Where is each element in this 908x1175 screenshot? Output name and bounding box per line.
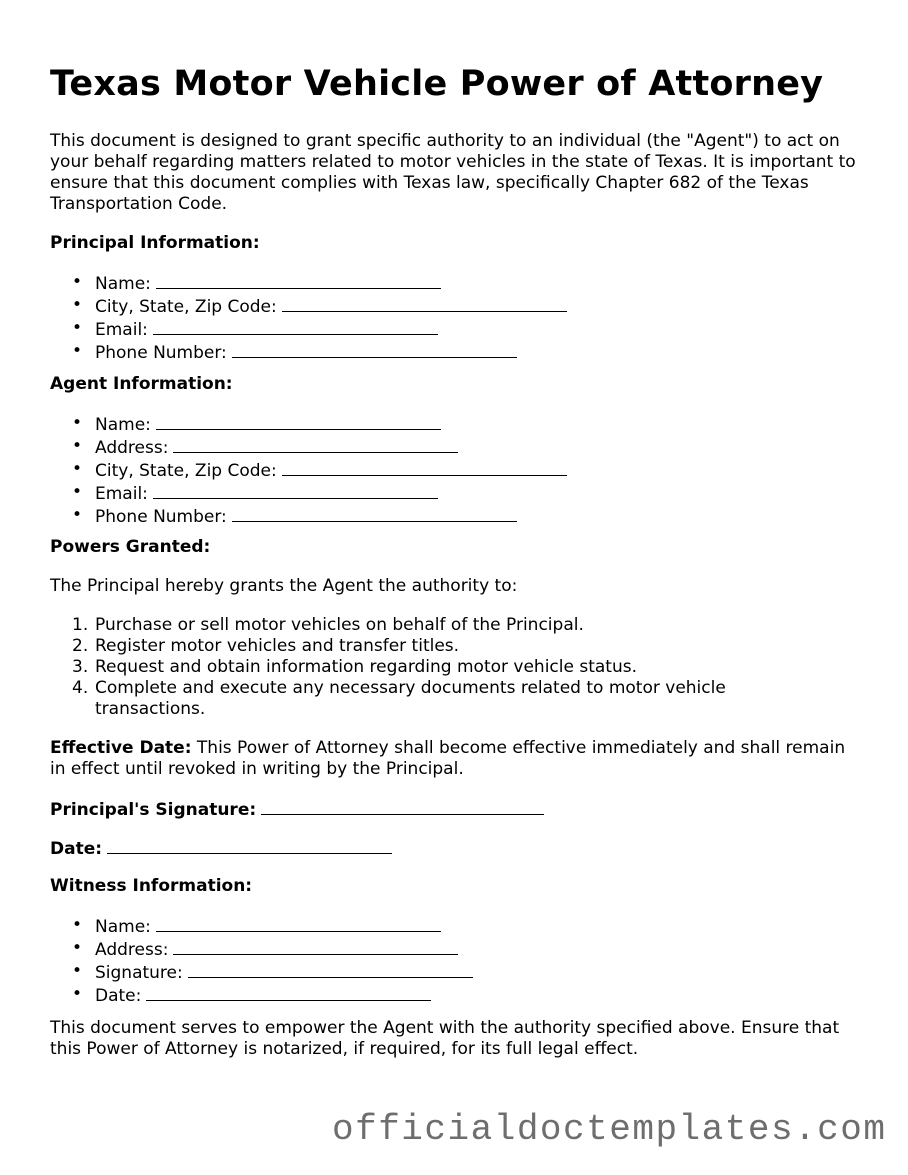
power-item: 2. Register motor vehicles and transfer titles. xyxy=(72,636,460,656)
agent-information-heading: Agent Information: xyxy=(50,374,233,394)
agent-phone-field xyxy=(50,505,567,528)
principal-city-state-zip-blank[interactable] xyxy=(282,295,567,312)
principal-name-field xyxy=(50,272,567,295)
powers-list xyxy=(50,615,726,720)
agent-fields-list xyxy=(50,413,567,528)
closing-paragraph: This document serves to empower the Agent with the authority specified above. Ensure that this Power of Attorney is notarized, if required, for its full legal effect. xyxy=(50,1018,840,1059)
agent-email-field xyxy=(50,482,567,505)
witness-information-heading: Witness Information: xyxy=(50,876,253,896)
witness-address-blank[interactable] xyxy=(173,938,458,955)
field-label: Phone Number: xyxy=(95,343,227,363)
power-item: 3. Request and obtain information regarding motor vehicle status. xyxy=(72,657,638,677)
principal-fields-list xyxy=(50,272,567,364)
intro-paragraph: This document is designed to grant specific authority to an individual (the "Agent") to act on your behalf regarding matters related to motor vehicles in the state of Texas. It is important to ensure that this document complies with Texas law, specifically Chapter 682 of the Texas Transportation Code. xyxy=(50,131,856,214)
agent-city-state-zip-blank[interactable] xyxy=(282,459,567,476)
principal-signature-blank[interactable] xyxy=(261,798,544,815)
witness-name-blank[interactable] xyxy=(156,915,441,932)
document-title: Texas Motor Vehicle Power of Attorney xyxy=(50,64,824,104)
agent-city-state-zip-field xyxy=(50,459,567,482)
field-label: Name: xyxy=(95,917,151,937)
effective-date-text: This Power of Attorney shall become effective immediately and shall remain in effect until revoked in writing by the Principal. xyxy=(50,738,846,779)
principal-name-blank[interactable] xyxy=(156,272,441,289)
field-label: Name: xyxy=(95,274,151,294)
field-label: Signature: xyxy=(95,963,183,983)
agent-name-field xyxy=(50,413,567,436)
field-label: Email: xyxy=(95,320,148,340)
field-label: Phone Number: xyxy=(95,507,227,527)
effective-date-paragraph xyxy=(50,738,850,780)
principal-information-heading: Principal Information: xyxy=(50,233,260,253)
agent-phone-blank[interactable] xyxy=(232,505,517,522)
field-label: Address: xyxy=(95,438,169,458)
agent-address-blank[interactable] xyxy=(173,436,458,453)
principal-phone-field xyxy=(50,341,567,364)
agent-email-blank[interactable] xyxy=(153,482,438,499)
field-label: Name: xyxy=(95,415,151,435)
power-item: 4. Complete and execute any necessary documents related to motor vehicle transactions. xyxy=(72,678,726,719)
witness-signature-blank[interactable] xyxy=(188,961,473,978)
field-label: Date: xyxy=(95,986,142,1006)
witness-date-blank[interactable] xyxy=(146,984,431,1001)
principal-phone-blank[interactable] xyxy=(232,341,517,358)
date-line: Date: xyxy=(50,837,392,860)
agent-address-field xyxy=(50,436,567,459)
agent-name-blank[interactable] xyxy=(156,413,441,430)
effective-date-label: Effective Date: xyxy=(50,738,192,758)
principal-email-field xyxy=(50,318,567,341)
principal-email-blank[interactable] xyxy=(153,318,438,335)
witness-address-field xyxy=(50,938,473,961)
witness-date-field xyxy=(50,984,473,1007)
powers-lead-text: The Principal hereby grants the Agent the authority to: xyxy=(50,576,518,596)
principal-signature-line: Principal's Signature: xyxy=(50,798,544,821)
witness-fields-list xyxy=(50,915,473,1007)
field-label: Address: xyxy=(95,940,169,960)
field-label: City, State, Zip Code: xyxy=(95,297,277,317)
field-label: City, State, Zip Code: xyxy=(95,461,277,481)
witness-name-field xyxy=(50,915,473,938)
principal-city-state-zip-field xyxy=(50,295,567,318)
power-item: 1. Purchase or sell motor vehicles on behalf of the Principal. xyxy=(72,615,584,635)
date-blank[interactable] xyxy=(107,837,392,854)
watermark: officialdoctemplates.com xyxy=(332,1109,887,1150)
field-label: Email: xyxy=(95,484,148,504)
witness-signature-field xyxy=(50,961,473,984)
powers-granted-heading: Powers Granted: xyxy=(50,537,211,557)
